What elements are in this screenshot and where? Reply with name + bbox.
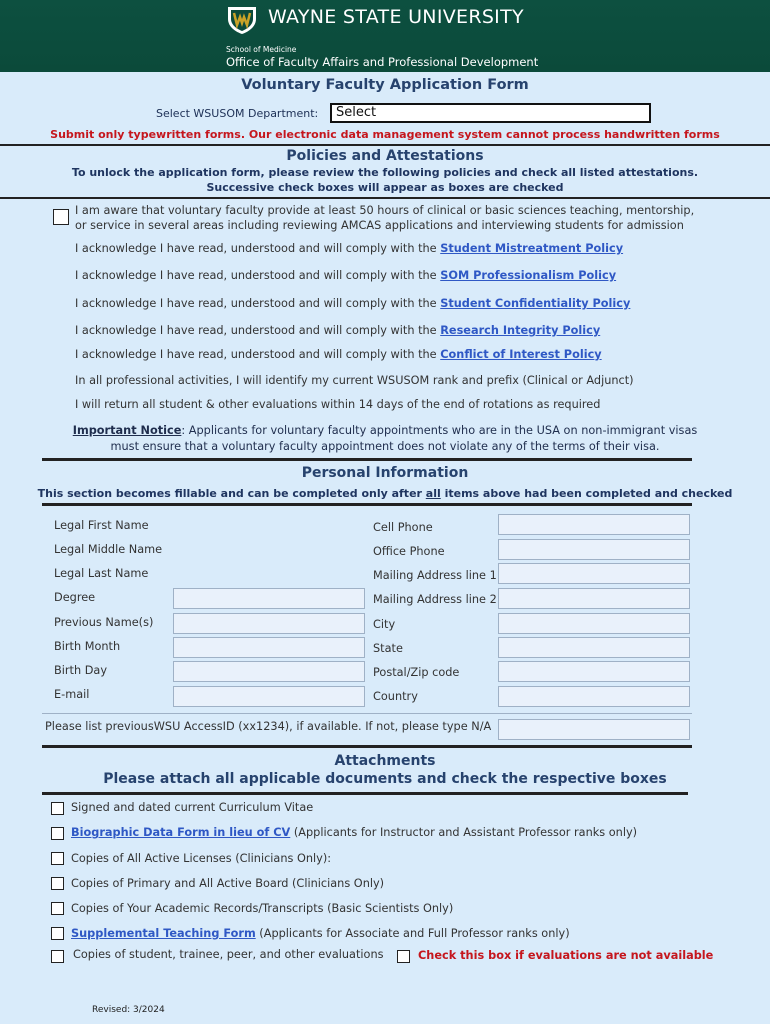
mailing-address-2-label: Mailing Address line 2 xyxy=(373,593,497,606)
supplemental-teaching-form-link[interactable]: Supplemental Teaching Form xyxy=(71,927,256,940)
email-field[interactable] xyxy=(173,686,365,707)
statement-evaluations: I will return all student & other evaluations within 14 days of the end of rotations as required xyxy=(75,398,601,411)
form-title: Voluntary Faculty Application Form xyxy=(241,77,529,93)
divider xyxy=(42,503,692,506)
supplemental-checkbox[interactable] xyxy=(51,927,64,940)
policies-instruction: To unlock the application form, please review the following policies and check all listed attestations. xyxy=(71,166,699,179)
divider xyxy=(0,197,770,199)
biographic-data-form-link[interactable]: Biographic Data Form in lieu of CV xyxy=(71,826,291,839)
attachments-title: Attachments xyxy=(334,753,436,769)
office-phone-field[interactable] xyxy=(498,539,690,560)
office-name: Office of Faculty Affairs and Professional Development xyxy=(226,55,539,69)
personal-info-note: This section becomes fillable and can be completed only after all items above had been completed and checked xyxy=(37,487,733,500)
legal-first-name-label: Legal First Name xyxy=(54,519,149,532)
department-label: Select WSUSOM Department: xyxy=(156,107,319,120)
degree-field[interactable] xyxy=(173,588,365,609)
attachments-subtitle: Please attach all applicable documents and check the respective boxes xyxy=(103,771,667,787)
cell-phone-label: Cell Phone xyxy=(373,521,433,534)
header-banner xyxy=(0,0,770,72)
degree-label: Degree xyxy=(54,591,96,604)
postal-code-field[interactable] xyxy=(498,661,690,682)
ack-research-integrity: I acknowledge I have read, understood and will comply with the Research Integrity Policy xyxy=(75,324,601,337)
legal-middle-name-label: Legal Middle Name xyxy=(54,543,163,556)
birth-day-label: Birth Day xyxy=(54,664,108,677)
city-label: City xyxy=(373,618,396,631)
bio-data-checkbox[interactable] xyxy=(51,827,64,840)
access-id-field[interactable] xyxy=(498,719,690,740)
divider xyxy=(42,792,688,795)
country-field[interactable] xyxy=(498,686,690,707)
statement-rank: In all professional activities, I will identify my current WSUSOM rank and prefix (Clinical or Adjunct) xyxy=(75,374,634,387)
state-field[interactable] xyxy=(498,637,690,658)
attestation-checkbox-hours[interactable] xyxy=(53,209,69,225)
research-integrity-policy-link[interactable]: Research Integrity Policy xyxy=(440,324,601,337)
email-label: E-mail xyxy=(54,688,90,701)
personal-info-title: Personal Information xyxy=(301,465,469,481)
divider xyxy=(0,144,770,146)
evaluations-checkbox[interactable] xyxy=(51,950,64,963)
som-professionalism-policy-link[interactable]: SOM Professionalism Policy xyxy=(440,269,617,282)
revised-date: Revised: 3/2024 xyxy=(92,1005,165,1015)
supplemental-item: Supplemental Teaching Form (Applicants for Associate and Full Professor ranks only) xyxy=(71,927,570,940)
cv-item: Signed and dated current Curriculum Vitae xyxy=(71,801,314,814)
policies-instruction-2: Successive check boxes will appear as boxes are checked xyxy=(206,181,564,194)
licenses-item: Copies of All Active Licenses (Clinicians Only): xyxy=(71,852,332,865)
mailing-address-1-label: Mailing Address line 1 xyxy=(373,569,497,582)
records-checkbox[interactable] xyxy=(51,902,64,915)
cell-phone-field[interactable] xyxy=(498,514,690,535)
school-name: School of Medicine xyxy=(226,45,297,54)
previous-names-field[interactable] xyxy=(173,613,365,634)
ack-conflict-of-interest: I acknowledge I have read, understood and will comply with the Conflict of Interest Policy xyxy=(75,348,602,361)
important-notice-label: Important Notice xyxy=(72,424,182,437)
birth-month-field[interactable] xyxy=(173,637,365,658)
birth-month-label: Birth Month xyxy=(54,640,121,653)
city-field[interactable] xyxy=(498,613,690,634)
department-select[interactable]: Select xyxy=(330,103,651,123)
wsu-shield-logo-icon xyxy=(226,5,258,35)
state-label: State xyxy=(373,642,403,655)
previous-names-label: Previous Name(s) xyxy=(54,616,154,629)
student-mistreatment-policy-link[interactable]: Student Mistreatment Policy xyxy=(440,242,624,255)
access-id-label: Please list previousWSU AccessID (xx1234), if available. If not, please type N/A xyxy=(45,720,492,733)
typewritten-warning: Submit only typewritten forms. Our electronic data management system cannot process handwritten forms xyxy=(50,128,720,141)
country-label: Country xyxy=(373,690,418,703)
bio-data-item: Biographic Data Form in lieu of CV (Applicants for Instructor and Assistant Professor ranks only) xyxy=(71,826,638,839)
ack-professionalism: I acknowledge I have read, understood and will comply with the SOM Professionalism Policy xyxy=(75,269,617,282)
university-name: WAYNE STATE UNIVERSITY xyxy=(268,6,524,28)
mailing-address-1-field[interactable] xyxy=(498,563,690,584)
ack-mistreatment: I acknowledge I have read, understood and will comply with the Student Mistreatment Policy xyxy=(75,242,624,255)
licenses-checkbox[interactable] xyxy=(51,852,64,865)
board-item: Copies of Primary and All Active Board (Clinicians Only) xyxy=(71,877,385,890)
ack-confidentiality: I acknowledge I have read, understood and will comply with the Student Confidentiality Policy xyxy=(75,297,631,310)
divider xyxy=(42,458,692,461)
divider xyxy=(42,745,692,748)
office-phone-label: Office Phone xyxy=(373,545,445,558)
divider xyxy=(42,713,692,714)
board-checkbox[interactable] xyxy=(51,877,64,890)
no-evaluations-checkbox[interactable] xyxy=(397,950,410,963)
mailing-address-2-field[interactable] xyxy=(498,588,690,609)
evaluations-item: Copies of student, trainee, peer, and other evaluations xyxy=(73,948,384,961)
cv-checkbox[interactable] xyxy=(51,802,64,815)
student-confidentiality-policy-link[interactable]: Student Confidentiality Policy xyxy=(440,297,631,310)
conflict-of-interest-policy-link[interactable]: Conflict of Interest Policy xyxy=(440,348,602,361)
policies-title: Policies and Attestations xyxy=(286,148,484,164)
postal-code-label: Postal/Zip code xyxy=(373,666,460,679)
no-evaluations-item: Check this box if evaluations are not available xyxy=(418,949,714,962)
important-notice: Important Notice: Applicants for voluntary faculty appointments who are in the USA on non-immigrant visas xyxy=(72,424,698,437)
legal-last-name-label: Legal Last Name xyxy=(54,567,149,580)
statement-hours: I am aware that voluntary faculty provide at least 50 hours of clinical or basic sciences teaching, mentorship, or service in several areas including reviewing AMCAS applications and interviewing students for admission xyxy=(75,204,695,232)
birth-day-field[interactable] xyxy=(173,661,365,682)
important-notice-2: must ensure that a voluntary faculty appointment does not violate any of the terms of their visa. xyxy=(110,440,660,453)
records-item: Copies of Your Academic Records/Transcripts (Basic Scientists Only) xyxy=(71,902,454,915)
